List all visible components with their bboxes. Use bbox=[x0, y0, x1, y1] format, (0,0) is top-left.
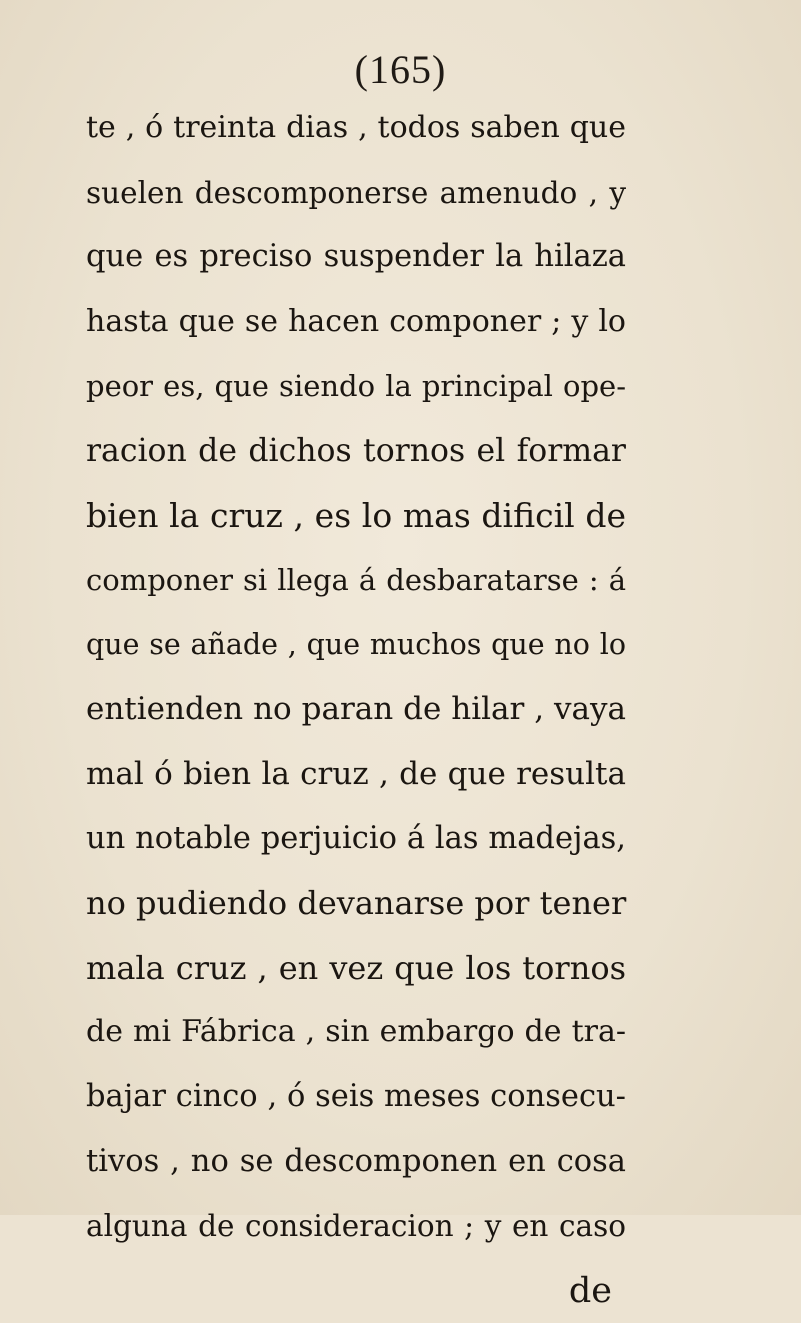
text-line: que se añade , que muchos que no lo bbox=[86, 627, 626, 661]
text-line: un notable perjuicio á las madejas, bbox=[86, 820, 626, 856]
text-line: tivos , no se descomponen en cosa bbox=[86, 1143, 626, 1179]
page-number: (165) bbox=[354, 47, 447, 92]
text-line: de mi Fábrica , sin embargo de tra- bbox=[86, 1014, 626, 1050]
text-line: hasta que se hacen componer ; y lo bbox=[86, 303, 626, 339]
text-line: alguna de consideracion ; y en caso bbox=[86, 1209, 626, 1244]
text-line: te , ó treinta dias , todos saben que bbox=[86, 110, 626, 145]
text-line: entienden no paran de hilar , vaya bbox=[86, 691, 626, 728]
text-line: mala cruz , en vez que los tornos bbox=[86, 948, 626, 987]
text-line: componer si llega á desbaratarse : á bbox=[86, 563, 626, 598]
text-line: bien la cruz , es lo mas dificil de bbox=[86, 495, 626, 535]
text-line: que es preciso suspender la hilaza bbox=[86, 239, 626, 275]
text-line: bajar cinco , ó seis meses consecu- bbox=[86, 1078, 626, 1114]
text-line: suelen descomponerse amenudo , y bbox=[86, 175, 626, 210]
text-line: mal ó bien la cruz , de que resulta bbox=[86, 755, 626, 792]
text-line: racion de dichos tornos el formar bbox=[86, 432, 626, 469]
text-line: peor es, que siendo la principal ope- bbox=[86, 369, 626, 404]
text-line: no pudiendo devanarse por tener bbox=[86, 884, 627, 923]
catchword: de bbox=[568, 1270, 612, 1311]
body-text bbox=[86, 96, 626, 1323]
